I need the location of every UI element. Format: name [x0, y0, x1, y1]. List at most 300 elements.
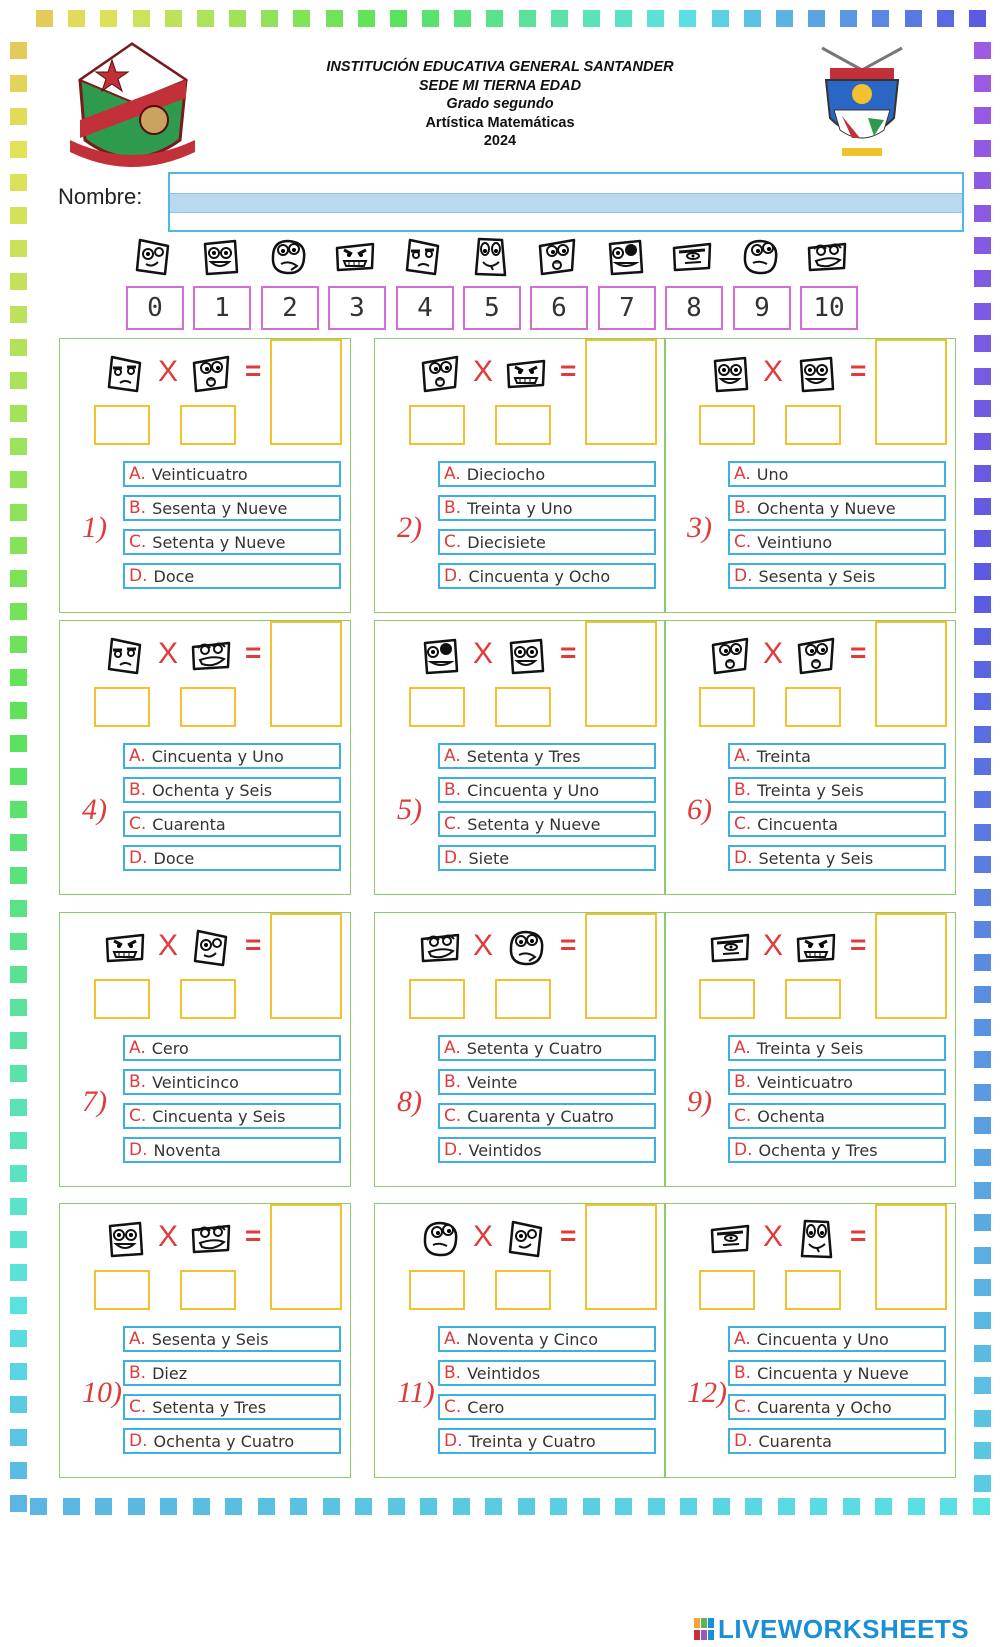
frame-square: [808, 10, 825, 27]
equals-sign: =: [850, 1220, 867, 1251]
option-text: Setenta y Tres: [466, 746, 581, 766]
option-letter: B.: [444, 1363, 462, 1383]
factor-a-face-icon: [419, 353, 461, 395]
frame-square: [95, 1498, 112, 1515]
frame-square: [10, 900, 27, 917]
factor-a-answer-box[interactable]: [699, 1270, 755, 1310]
answer-option-a[interactable]: [438, 461, 656, 487]
product-answer-box[interactable]: [585, 621, 657, 727]
factor-a-face-icon: [104, 635, 146, 677]
option-text: Cincuenta y Nueve: [757, 1363, 909, 1383]
option-letter: A.: [129, 746, 146, 766]
answer-option-c[interactable]: [728, 1394, 946, 1420]
answer-option-b[interactable]: [438, 1360, 656, 1386]
factor-a-face-icon: [709, 635, 751, 677]
frame-square: [10, 1099, 27, 1116]
frame-square: [261, 10, 278, 27]
frame-bottom: [30, 1498, 990, 1518]
answer-option-a[interactable]: [123, 461, 341, 487]
frame-square: [974, 303, 991, 320]
option-text: Uno: [756, 464, 789, 484]
frame-square: [388, 1498, 405, 1515]
frame-square: [63, 1498, 80, 1515]
answer-option-a[interactable]: [438, 1035, 656, 1061]
frame-square: [10, 108, 27, 125]
frame-square: [974, 986, 991, 1003]
answer-option-d[interactable]: [438, 563, 656, 589]
frame-square: [974, 1345, 991, 1362]
frame-square: [969, 10, 986, 27]
option-text: Sesenta y Seis: [758, 566, 876, 586]
frame-square: [10, 471, 27, 488]
key-digit-9: 9: [733, 286, 791, 330]
equals-sign: =: [245, 355, 262, 386]
frame-square: [10, 1032, 27, 1049]
product-answer-box[interactable]: [875, 621, 947, 727]
option-text: Cero: [467, 1397, 505, 1417]
key-face-icon-2: [267, 236, 309, 278]
frame-square: [974, 1051, 991, 1068]
factor-b-answer-box[interactable]: [495, 405, 551, 445]
frame-square: [10, 966, 27, 983]
product-answer-box[interactable]: [270, 339, 342, 445]
frame-square: [486, 10, 503, 27]
frame-square: [745, 1498, 762, 1515]
option-text: Cuarenta: [758, 1431, 832, 1451]
answer-option-d[interactable]: [728, 845, 946, 871]
answer-option-d[interactable]: [438, 1428, 656, 1454]
frame-square: [10, 1495, 27, 1512]
option-text: Ochenta: [757, 1106, 825, 1126]
factor-b-answer-box[interactable]: [495, 979, 551, 1019]
answer-option-c[interactable]: [123, 1103, 341, 1129]
option-letter: A.: [444, 464, 461, 484]
factor-a-face-icon: [709, 1218, 751, 1260]
frame-square: [974, 270, 991, 287]
frame-square: [258, 1498, 275, 1515]
frame-square: [974, 465, 991, 482]
times-sign: X: [763, 929, 784, 962]
factor-a-answer-box[interactable]: [409, 1270, 465, 1310]
factor-b-face-icon: [505, 1218, 547, 1260]
answer-option-d[interactable]: [728, 1428, 946, 1454]
answer-option-d[interactable]: [728, 563, 946, 589]
answer-option-b[interactable]: [728, 1360, 946, 1386]
factor-a-answer-box[interactable]: [409, 979, 465, 1019]
answer-option-c[interactable]: [438, 1394, 656, 1420]
answer-option-a[interactable]: [728, 743, 946, 769]
answer-option-b[interactable]: [123, 777, 341, 803]
frame-square: [974, 1182, 991, 1199]
frame-square: [10, 669, 27, 686]
frame-square: [128, 1498, 145, 1515]
exercise-number: 6): [687, 793, 712, 826]
equals-sign: =: [245, 637, 262, 668]
answer-option-c[interactable]: [123, 811, 341, 837]
frame-square: [974, 433, 991, 450]
answer-option-a[interactable]: [728, 1035, 946, 1061]
frame-square: [10, 1264, 27, 1281]
key-face-icon-10: [806, 236, 848, 278]
option-letter: C.: [129, 1397, 147, 1417]
frame-square: [10, 801, 27, 818]
option-text: Veinte: [467, 1072, 518, 1092]
exercise-card-8: [374, 912, 666, 1187]
frame-square: [10, 1462, 27, 1479]
answer-option-c[interactable]: [728, 811, 946, 837]
grade-label: Grado segundo: [446, 96, 554, 112]
answer-option-d[interactable]: [438, 845, 656, 871]
option-letter: D.: [129, 566, 148, 586]
frame-square: [974, 693, 991, 710]
frame-square: [974, 205, 991, 222]
frame-square: [974, 1279, 991, 1296]
option-text: Setenta y Nueve: [467, 814, 601, 834]
product-answer-box[interactable]: [875, 1204, 947, 1310]
times-sign: X: [473, 355, 494, 388]
option-text: Diez: [152, 1363, 188, 1383]
answer-option-a[interactable]: [123, 743, 341, 769]
frame-square: [840, 10, 857, 27]
key-digit-3: 3: [328, 286, 386, 330]
frame-square: [390, 10, 407, 27]
frame-square: [974, 1312, 991, 1329]
factor-a-face-icon: [104, 927, 146, 969]
factor-a-face-icon: [104, 353, 146, 395]
factor-a-answer-box[interactable]: [699, 687, 755, 727]
answer-option-a[interactable]: [123, 1326, 341, 1352]
key-digit-10: 10: [800, 286, 858, 330]
exercise-card-2: [374, 338, 666, 613]
frame-square: [713, 1498, 730, 1515]
frame-square: [10, 141, 27, 158]
frame-square: [10, 933, 27, 950]
equals-sign: =: [245, 929, 262, 960]
name-label: Nombre:: [58, 184, 143, 209]
answer-option-b[interactable]: [728, 777, 946, 803]
option-letter: D.: [734, 1140, 753, 1160]
times-sign: X: [473, 929, 494, 962]
exercise-card-6: [664, 620, 956, 895]
frame-square: [550, 1498, 567, 1515]
answer-option-d[interactable]: [123, 1428, 341, 1454]
key-face-icon-9: [739, 236, 781, 278]
product-answer-box[interactable]: [270, 621, 342, 727]
factor-a-face-icon: [419, 1218, 461, 1260]
option-text: Veintidos: [468, 1140, 542, 1160]
option-letter: B.: [734, 1072, 752, 1092]
key-face-icon-7: [604, 236, 646, 278]
liveworksheets-text: LIVEWORKSHEETS: [718, 1614, 970, 1644]
answer-option-c[interactable]: [123, 1394, 341, 1420]
factor-b-answer-box[interactable]: [785, 1270, 841, 1310]
factor-a-answer-box[interactable]: [699, 979, 755, 1019]
answer-option-d[interactable]: [123, 563, 341, 589]
key-face-icon-5: [469, 236, 511, 278]
frame-square: [10, 372, 27, 389]
option-letter: C.: [734, 1397, 752, 1417]
frame-square: [974, 172, 991, 189]
factor-b-face-icon: [190, 353, 232, 395]
exercise-card-11: [374, 1203, 666, 1478]
frame-square: [940, 1498, 957, 1515]
frame-square: [974, 791, 991, 808]
key-face-icon-6: [536, 236, 578, 278]
frame-square: [290, 1498, 307, 1515]
frame-square: [160, 1498, 177, 1515]
frame-square: [10, 1297, 27, 1314]
option-text: Ochenta y Seis: [152, 780, 273, 800]
option-text: Doce: [153, 566, 195, 586]
answer-option-b[interactable]: [438, 777, 656, 803]
frame-square: [974, 1442, 991, 1459]
factor-a-answer-box[interactable]: [94, 405, 150, 445]
option-text: Setenta y Cuatro: [466, 1038, 603, 1058]
frame-square: [905, 10, 922, 27]
option-letter: D.: [444, 1431, 463, 1451]
frame-square: [974, 758, 991, 775]
frame-square: [420, 1498, 437, 1515]
exercise-card-5: [374, 620, 666, 895]
option-letter: A.: [734, 464, 751, 484]
times-sign: X: [158, 929, 179, 962]
frame-square: [68, 10, 85, 27]
answer-option-c[interactable]: [438, 529, 656, 555]
key-digit-5: 5: [463, 286, 521, 330]
times-sign: X: [158, 1220, 179, 1253]
frame-square: [453, 1498, 470, 1515]
factor-b-face-icon: [795, 1218, 837, 1260]
frame-square: [974, 889, 991, 906]
factor-b-answer-box[interactable]: [495, 1270, 551, 1310]
name-field[interactable]: [168, 172, 964, 232]
option-letter: B.: [734, 1363, 752, 1383]
answer-option-a[interactable]: [438, 743, 656, 769]
option-letter: A.: [734, 746, 751, 766]
times-sign: X: [158, 355, 179, 388]
school-branch: SEDE MI TIERNA EDAD: [418, 77, 582, 94]
answer-option-b[interactable]: [438, 1069, 656, 1095]
option-text: Treinta y Uno: [467, 498, 573, 518]
key-digit-0: 0: [126, 286, 184, 330]
frame-square: [10, 306, 27, 323]
option-letter: B.: [444, 1072, 462, 1092]
frame-square: [974, 498, 991, 515]
option-text: Veinticuatro: [757, 1072, 853, 1092]
option-letter: C.: [129, 1106, 147, 1126]
frame-square: [10, 339, 27, 356]
frame-square: [974, 335, 991, 352]
factor-a-answer-box[interactable]: [94, 687, 150, 727]
exercise-card-4: [59, 620, 351, 895]
product-answer-box[interactable]: [585, 339, 657, 445]
factor-a-answer-box[interactable]: [699, 405, 755, 445]
frame-square: [974, 400, 991, 417]
frame-square: [10, 768, 27, 785]
option-text: Cincuenta y Seis: [152, 1106, 286, 1126]
name-input[interactable]: [170, 174, 962, 230]
factor-a-answer-box[interactable]: [94, 979, 150, 1019]
answer-option-b[interactable]: [728, 495, 946, 521]
equals-sign: =: [245, 1220, 262, 1251]
factor-a-answer-box[interactable]: [409, 687, 465, 727]
key-face-icon-0: [132, 236, 174, 278]
key-face-icon-4: [402, 236, 444, 278]
times-sign: X: [473, 1220, 494, 1253]
frame-square: [974, 1475, 991, 1492]
frame-square: [10, 1165, 27, 1182]
frame-square: [323, 1498, 340, 1515]
frame-square: [293, 10, 310, 27]
answer-option-c[interactable]: [438, 811, 656, 837]
liveworksheets-mark-icon: [694, 1618, 714, 1642]
key-digit-7: 7: [598, 286, 656, 330]
product-answer-box[interactable]: [270, 1204, 342, 1310]
key-digit-6: 6: [530, 286, 588, 330]
subject-label: Artística Matemáticas: [425, 114, 575, 131]
factor-b-answer-box[interactable]: [180, 405, 236, 445]
frame-square: [10, 42, 27, 59]
answer-option-c[interactable]: [123, 529, 341, 555]
option-letter: C.: [734, 814, 752, 834]
answer-option-d[interactable]: [123, 845, 341, 871]
frame-square: [974, 237, 991, 254]
frame-square: [974, 1117, 991, 1134]
times-sign: X: [158, 637, 179, 670]
option-text: Ochenta y Nueve: [757, 498, 896, 518]
factor-b-answer-box[interactable]: [785, 687, 841, 727]
factor-b-answer-box[interactable]: [785, 979, 841, 1019]
frame-square: [974, 726, 991, 743]
product-answer-box[interactable]: [270, 913, 342, 1019]
answer-option-a[interactable]: [728, 1326, 946, 1352]
factor-a-face-icon: [419, 635, 461, 677]
factor-b-answer-box[interactable]: [495, 687, 551, 727]
times-sign: X: [763, 1220, 784, 1253]
answer-option-d[interactable]: [728, 1137, 946, 1163]
frame-square: [10, 834, 27, 851]
option-text: Cuarenta y Ocho: [757, 1397, 892, 1417]
exercise-card-9: [664, 912, 956, 1187]
frame-square: [615, 1498, 632, 1515]
answer-option-b[interactable]: [123, 1360, 341, 1386]
factor-a-face-icon: [104, 1218, 146, 1260]
key-digit-4: 4: [396, 286, 454, 330]
frame-square: [10, 867, 27, 884]
answer-option-b[interactable]: [728, 1069, 946, 1095]
frame-square: [10, 603, 27, 620]
frame-square: [10, 207, 27, 224]
option-text: Veinticinco: [152, 1072, 239, 1092]
frame-square: [974, 530, 991, 547]
frame-square: [974, 596, 991, 613]
frame-square: [165, 10, 182, 27]
exercise-number: 10): [82, 1376, 122, 1409]
exercise-card-3: [664, 338, 956, 613]
frame-square: [974, 661, 991, 678]
product-answer-box[interactable]: [875, 913, 947, 1019]
frame-square: [519, 10, 536, 27]
frame-square: [974, 1377, 991, 1394]
option-letter: C.: [734, 1106, 752, 1126]
answer-option-a[interactable]: [728, 461, 946, 487]
exercise-number: 11): [397, 1376, 435, 1409]
factor-b-face-icon: [190, 927, 232, 969]
product-answer-box[interactable]: [585, 913, 657, 1019]
school-crest-left: [70, 40, 195, 170]
option-letter: D.: [129, 1431, 148, 1451]
factor-b-face-icon: [505, 927, 547, 969]
factor-b-answer-box[interactable]: [180, 687, 236, 727]
equals-sign: =: [560, 1220, 577, 1251]
exercise-number: 3): [687, 511, 712, 544]
option-text: Cuarenta: [152, 814, 226, 834]
factor-b-answer-box[interactable]: [785, 405, 841, 445]
answer-option-c[interactable]: [728, 1103, 946, 1129]
answer-option-c[interactable]: [728, 529, 946, 555]
frame-square: [10, 537, 27, 554]
frame-square: [10, 504, 27, 521]
factor-a-answer-box[interactable]: [94, 1270, 150, 1310]
frame-square: [422, 10, 439, 27]
factor-a-face-icon: [419, 927, 461, 969]
factor-a-answer-box[interactable]: [409, 405, 465, 445]
option-text: Treinta: [756, 746, 811, 766]
product-answer-box[interactable]: [585, 1204, 657, 1310]
frame-square: [712, 10, 729, 27]
option-letter: B.: [129, 498, 147, 518]
option-text: Noventa: [153, 1140, 221, 1160]
answer-option-a[interactable]: [123, 1035, 341, 1061]
option-letter: B.: [444, 498, 462, 518]
frame-square: [974, 628, 991, 645]
key-digit-2: 2: [261, 286, 319, 330]
frame-square: [10, 240, 27, 257]
factor-b-answer-box[interactable]: [180, 979, 236, 1019]
frame-square: [355, 1498, 372, 1515]
frame-square: [974, 368, 991, 385]
answer-option-b[interactable]: [123, 495, 341, 521]
frame-square: [843, 1498, 860, 1515]
option-letter: B.: [734, 780, 752, 800]
answer-option-a[interactable]: [438, 1326, 656, 1352]
answer-option-b[interactable]: [438, 495, 656, 521]
option-text: Diecisiete: [467, 532, 546, 552]
answer-option-c[interactable]: [438, 1103, 656, 1129]
option-text: Cincuenta y Ocho: [468, 566, 611, 586]
factor-a-face-icon: [709, 927, 751, 969]
option-text: Treinta y Seis: [757, 780, 864, 800]
frame-square: [358, 10, 375, 27]
option-letter: B.: [444, 780, 462, 800]
frame-square: [100, 10, 117, 27]
frame-square: [193, 1498, 210, 1515]
exercise-number: 8): [397, 1085, 422, 1118]
exercise-number: 2): [397, 511, 422, 544]
product-answer-box[interactable]: [875, 339, 947, 445]
answer-option-d[interactable]: [438, 1137, 656, 1163]
frame-square: [10, 702, 27, 719]
answer-option-b[interactable]: [123, 1069, 341, 1095]
frame-square: [872, 10, 889, 27]
option-text: Sesenta y Nueve: [152, 498, 288, 518]
answer-option-d[interactable]: [123, 1137, 341, 1163]
option-text: Doce: [153, 848, 195, 868]
option-letter: A.: [129, 464, 146, 484]
factor-b-answer-box[interactable]: [180, 1270, 236, 1310]
option-text: Siete: [468, 848, 510, 868]
option-text: Veinticuatro: [151, 464, 248, 484]
